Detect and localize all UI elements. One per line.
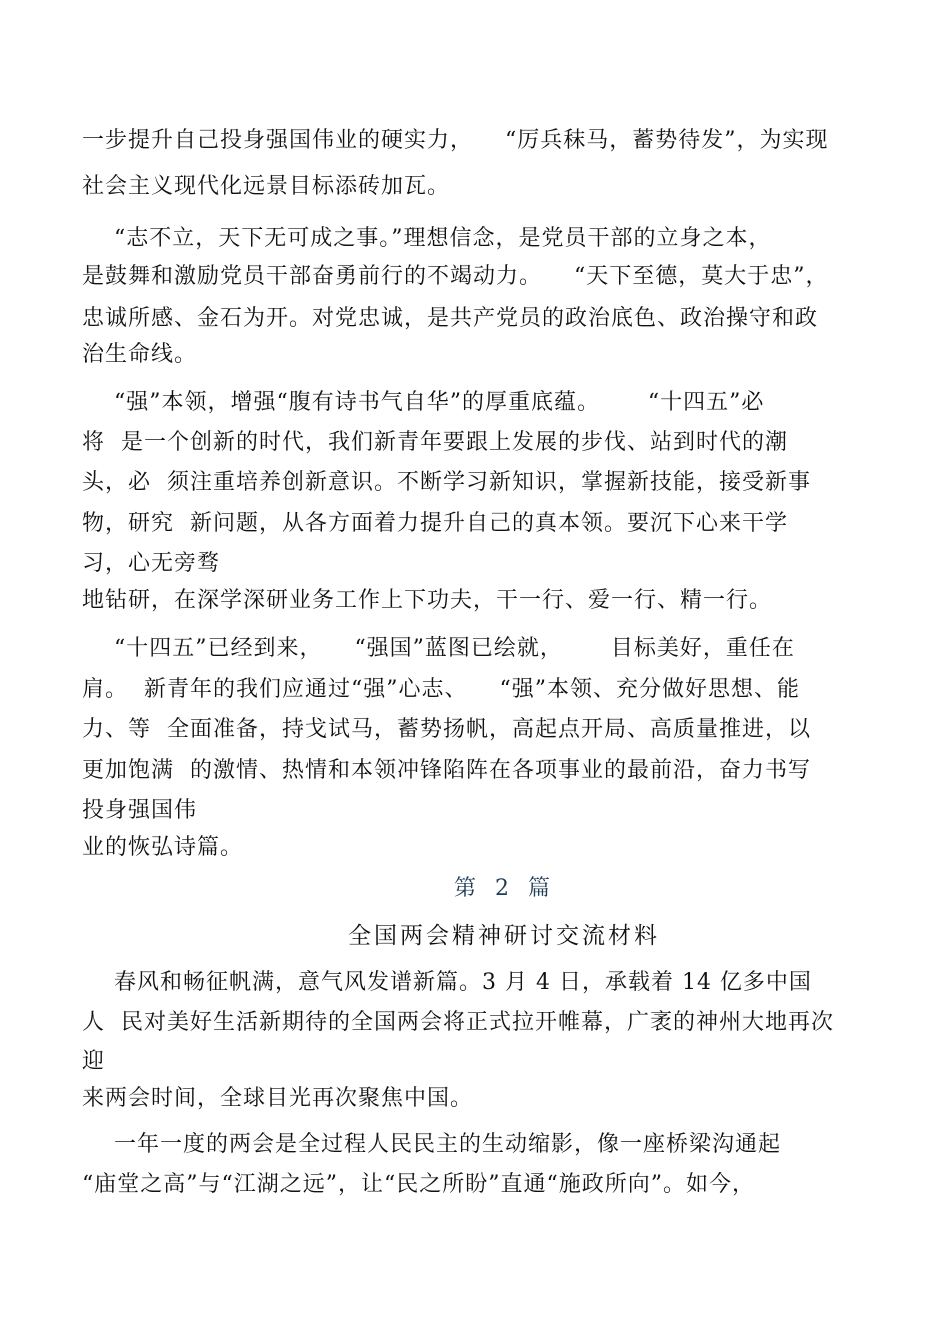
- section-number: 第 2 篇: [454, 876, 556, 901]
- text-line: 习，心无旁骛: [82, 551, 221, 576]
- text-line: 投身强国伟: [82, 798, 198, 823]
- section-title: 全国两会精神研讨交流材料: [348, 923, 660, 949]
- text-line: “十四五”已经到来， “强国”蓝图已绘就， 目标美好，重任在: [82, 636, 795, 661]
- text-line: “志不立，天下无可成之事。”理想信念，是党员干部的立身之本，: [82, 226, 772, 251]
- text-line: 肩。 新青年的我们应通过“强”心志、 “强”本领、充分做好思想、能: [82, 677, 800, 702]
- text-line: 是鼓舞和激励党员干部奋勇前行的不竭动力。 “天下至德，莫大于忠”，: [82, 264, 829, 289]
- text-line: 地钻研，在深学深研业务工作上下功夫，干一行、爱一行、精一行。: [82, 588, 773, 613]
- text-line: 更加饱满 的激情、热情和本领冲锋陷阵在各项事业的最前沿，奋力书写: [82, 758, 811, 783]
- text-line: 来两会时间，全球目光再次聚焦中国。: [82, 1086, 474, 1111]
- text-line: “庙堂之高”与“江湖之远”，让“民之所盼”直通“施政所向”。如今，: [82, 1172, 755, 1197]
- text-line: 一年一度的两会是全过程人民民主的生动缩影，像一座桥梁沟通起: [82, 1132, 781, 1157]
- text-line: 社会主义现代化远景目标添砖加瓦。: [82, 174, 451, 199]
- text-line: 忠诚所感、金石为开。对党忠诚，是共产党员的政治底色、政治操守和政: [82, 306, 819, 331]
- text-line: 物，研究 新问题，从各方面着力提升自己的真本领。要沉下心来干学: [82, 511, 788, 536]
- text-line: 力、等 全面准备，持戈试马，蓄势扬帆，高起点开局、高质量推进，以: [82, 717, 811, 742]
- text-line: 迎: [82, 1049, 106, 1074]
- text-line: 将 是一个创新的时代，我们新青年要跟上发展的步伐、站到时代的潮: [82, 430, 788, 455]
- text-line: 头，必 须注重培养创新意识。不断学习新知识，掌握新技能，接受新事: [82, 470, 811, 495]
- text-line: 春风和畅征帆满，意气风发谱新篇。3 月 4 日，承载着 14 亿多中国: [82, 970, 812, 995]
- text-line: 人 民对美好生活新期待的全国两会将正式拉开帷幕，广袤的神州大地再次: [82, 1010, 834, 1035]
- text-line: 业的恢弘诗篇。: [82, 835, 244, 860]
- text-line: 治生命线。: [82, 342, 198, 367]
- text-line: “强”本领，增强“腹有诗书气自华”的厚重底蕴。 “十四五”必: [82, 390, 765, 415]
- text-line: 一步提升自己投身强国伟业的硬实力， “厉兵秣马，蓄势待发”，为实现: [82, 128, 829, 153]
